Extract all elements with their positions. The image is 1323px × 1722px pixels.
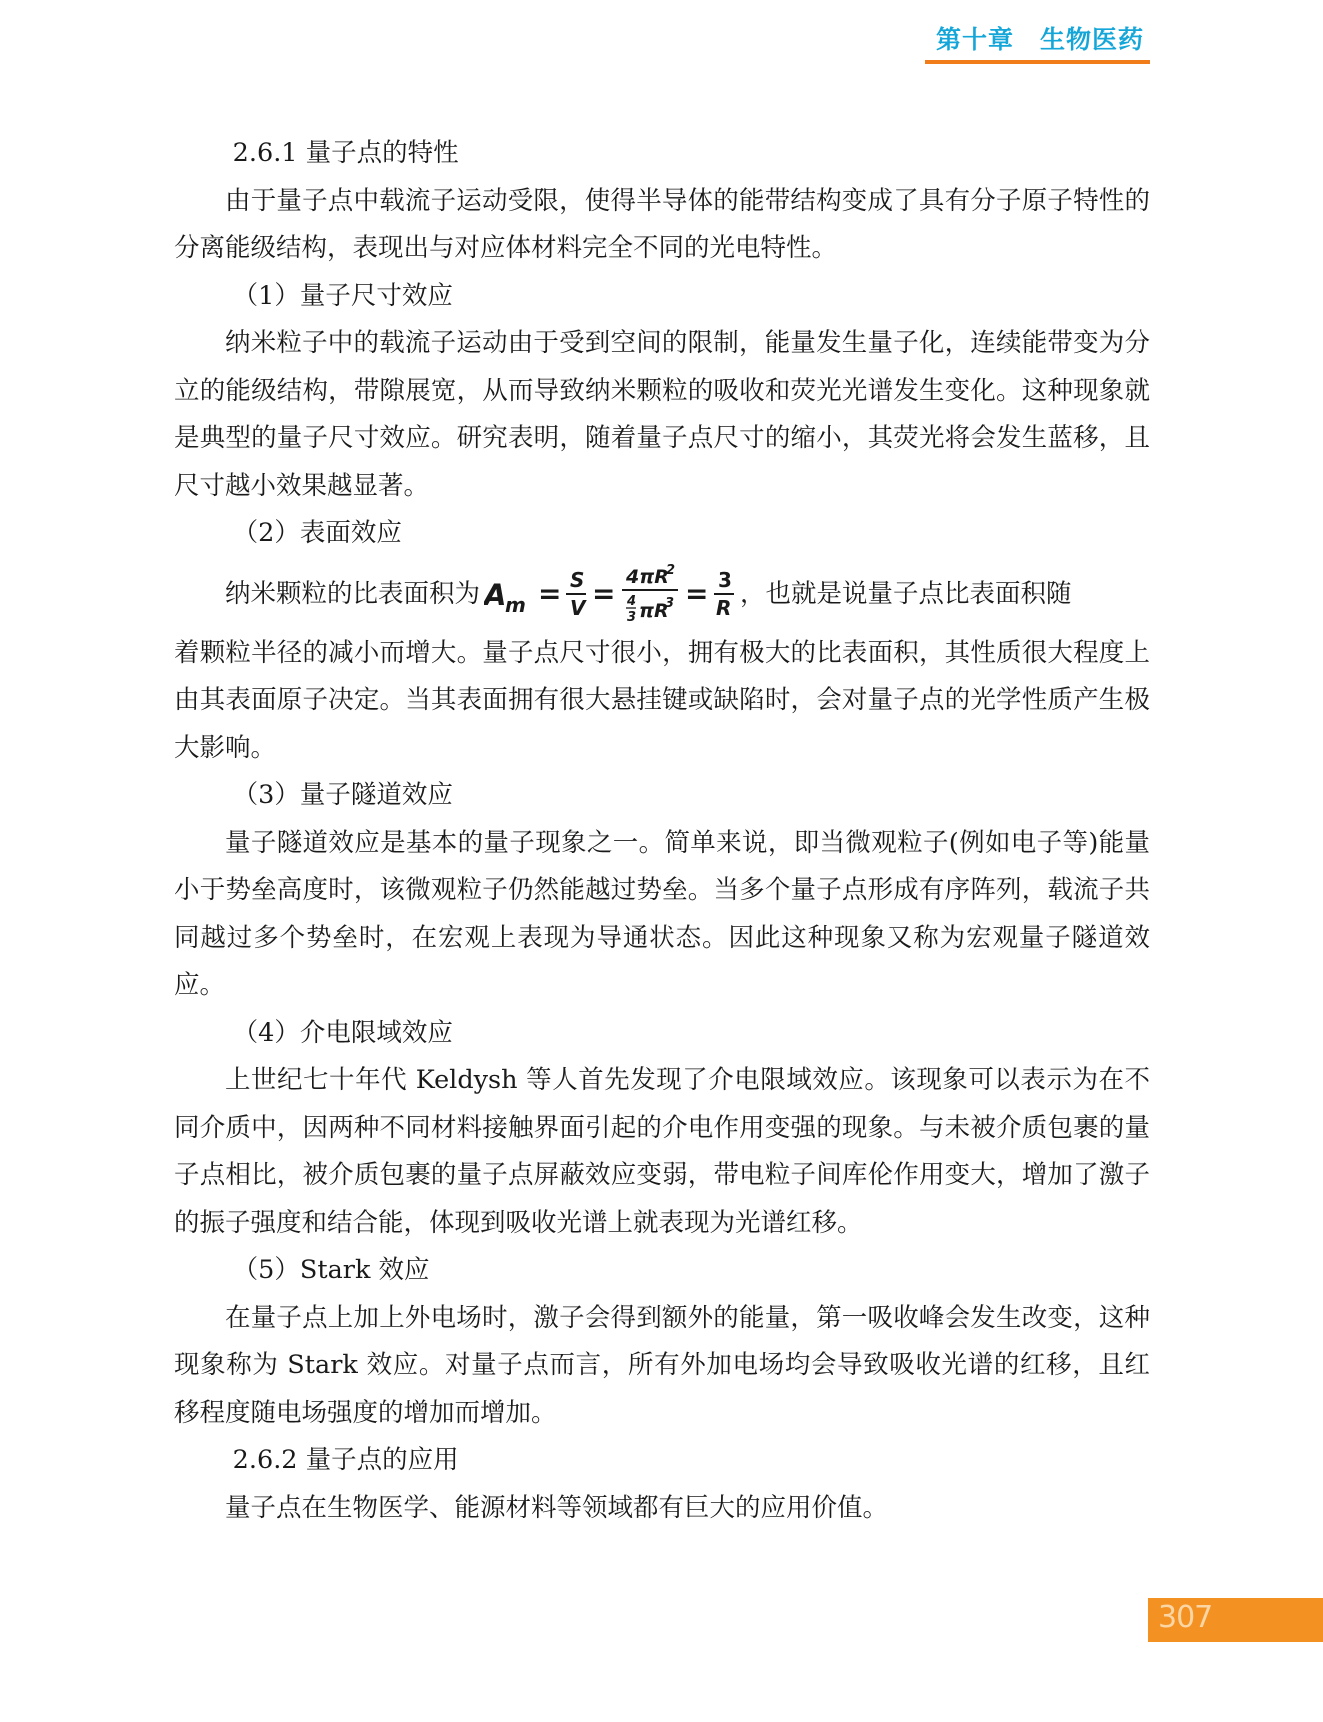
applications-intro-paragraph: 量子点在生物医学、能源材料等领域都有巨大的应用价值。 xyxy=(225,1492,889,1523)
formula-eq-2: = xyxy=(592,576,616,610)
running-header xyxy=(925,18,1150,64)
chapter-title: 第十章 生物医药 xyxy=(935,25,1144,54)
formula-lead-text: 纳米颗粒的比表面积为 xyxy=(225,578,481,609)
formula-f1-num: S xyxy=(570,567,585,592)
page-number-tab xyxy=(1148,1598,1323,1642)
effect-heading-stark: （5）Stark 效应 xyxy=(232,1255,430,1285)
formula-trail-text: ，也就是说量子点比表面积随 xyxy=(740,578,1072,609)
section-heading-2-6-2: 2.6.2 量子点的应用 xyxy=(232,1445,459,1475)
effect-heading-dielectric: （4）介电限域效应 xyxy=(232,1017,453,1048)
paragraph-surface: 着颗粒半径的减小而增大。量子点尺寸很小，拥有极大的比表面积，其性质很大程度上由其表面原子决定。当其表面拥有很大悬挂键或缺陷时，会对量子点的光学性质产生极大影响。 xyxy=(174,637,1150,763)
formula-f3-den: R xyxy=(716,595,732,620)
formula-f2-num-exp: 2 xyxy=(666,562,676,578)
paragraph-quantum-size: 纳米粒子中的载流子运动由于受到空间的限制，能量发生量子化，连续能带变为分立的能级结构，带隙展宽，从而导致纳米颗粒的吸收和荧光光谱发生变化。这种现象就是典型的量子尺寸效应。研究表明，随着量子点尺寸的缩小，其荧光将会发生蓝移，且尺寸越小效果越显著。 xyxy=(174,328,1150,501)
formula-f3-num: 3 xyxy=(718,567,732,592)
specific-surface-formula xyxy=(484,561,736,629)
surface-formula-line xyxy=(174,558,1150,630)
formula-f2-coef-num: 4 xyxy=(627,593,637,609)
formula-f1-den: V xyxy=(570,595,586,620)
formula-lhs-sub: m xyxy=(505,592,526,617)
formula-lhs: A xyxy=(484,577,507,612)
effect-heading-surface: （2）表面效应 xyxy=(232,518,402,548)
formula-graphic xyxy=(484,561,736,629)
section-heading-2-6-1: 2.6.1 量子点的特性 xyxy=(232,138,459,168)
paragraph-dielectric: 上世纪七十年代 Keldysh 等人首先发现了介电限域效应。该现象可以表示为在不同介质中，因两种不同材料接触界面引起的介电作用变强的现象。与未被介质包裹的量子点相比，被介质包裹的量子点屏蔽效应变弱，带电粒子间库伦作用变大，增加了激子的振子强度和结合能，体现到吸收光谱上就表现为光谱红移。 xyxy=(174,1065,1150,1238)
formula-f2-num: 4πR xyxy=(626,565,669,588)
section-intro-paragraph: 由于量子点中载流子运动受限，使得半导体的能带结构变成了具有分子原子特性的分离能级结构，表现出与对应体材料完全不同的光电特性。 xyxy=(174,185,1150,263)
formula-eq-3: = xyxy=(685,576,709,610)
effect-heading-quantum-size: （1）量子尺寸效应 xyxy=(232,280,453,311)
formula-f2-coef-den: 3 xyxy=(627,609,637,625)
effect-heading-tunneling: （3）量子隧道效应 xyxy=(232,780,453,810)
page-body xyxy=(174,130,1150,1532)
formula-eq-1: = xyxy=(538,576,562,610)
paragraph-tunneling: 量子隧道效应是基本的量子现象之一。简单来说，即当微观粒子(例如电子等)能量小于势垒高度时，该微观粒子仍然能越过势垒。当多个量子点形成有序阵列，载流子共同越过多个势垒时，在宏观上表现为导通状态。因此这种现象又称为宏观量子隧道效应。 xyxy=(174,827,1150,1000)
formula-f2-den-exp: 3 xyxy=(665,595,675,611)
paragraph-stark: 在量子点上加上外电场时，激子会得到额外的能量，第一吸收峰会发生改变，这种现象称为 Stark 效应。对量子点而言，所有外加电场均会导致吸收光谱的红移，且红移程度随电场强度的增加而增加。 xyxy=(174,1302,1150,1428)
formula-f2-den-var: πR xyxy=(639,599,669,622)
page-number: 307 xyxy=(1158,1600,1213,1635)
